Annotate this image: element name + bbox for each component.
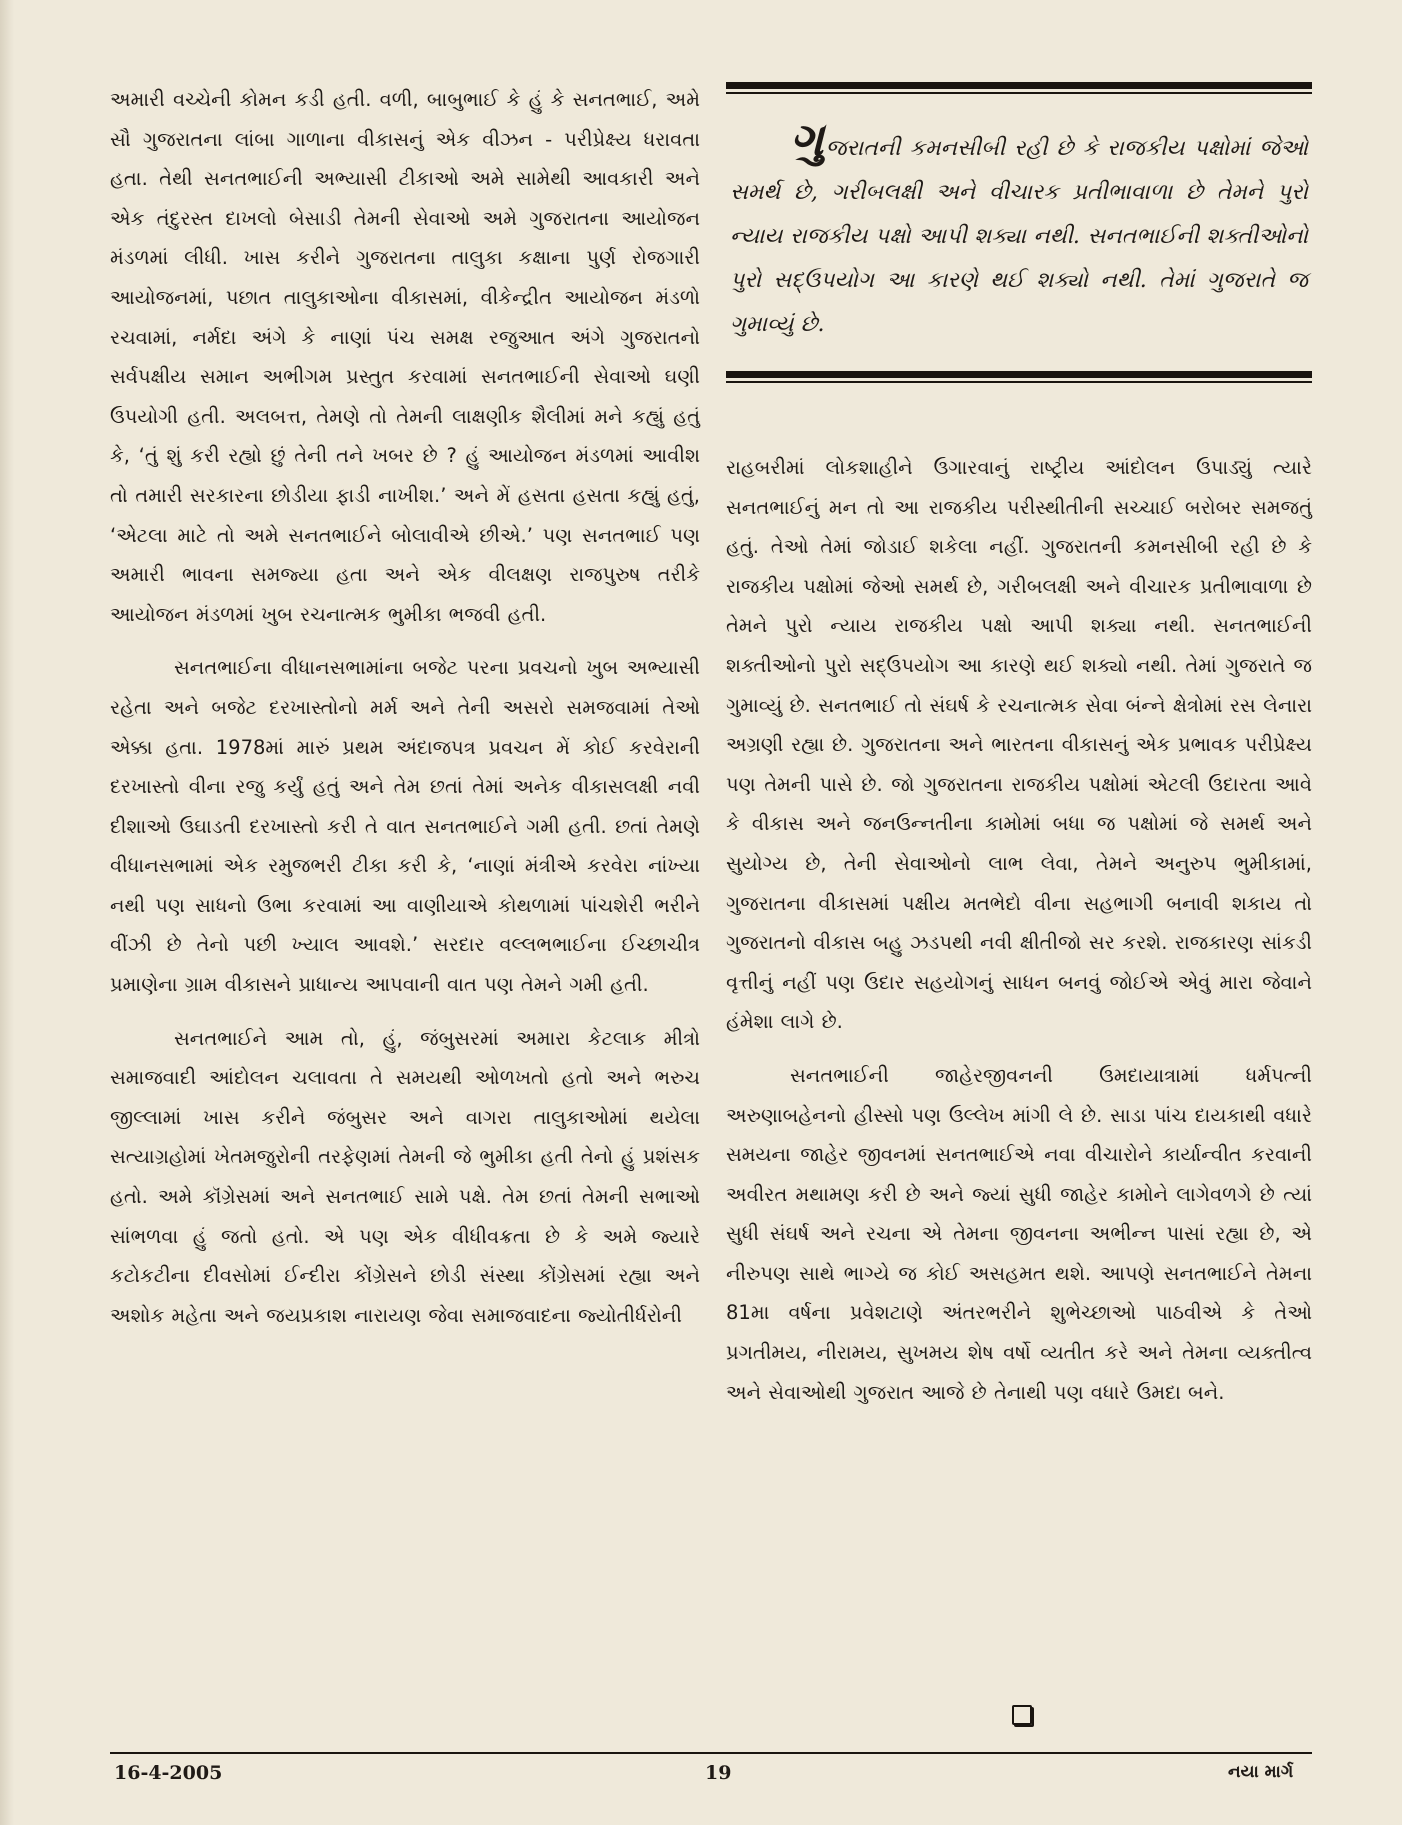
- left-paragraph-3: સનતભાઈને આમ તો, હું, જંબુસરમાં અમારા કેટલાક મીત્રો સમાજવાદી આંદોલન ચલાવતા તે સમયથી ઓળખતો હતો અને ભરુચ જીલ્લામાં ખાસ કરીને જંબુસર અને વાગરા તાલુકાઓમાં થયેલા સત્યાગ્રહોમાં ખેતમજુરોની તરફેણમાં તેમની જે ભુમીકા હતી તેનો હું પ્રશંસક હતો. અમે કૉંગ્રેસમાં અને સનતભાઈ સામે પક્ષે. તેમ છતાં તેમની સભાઓ સાંભળવા હું જતો હતો. એ પણ એક વીધીવક્રતા છે કે અમે જ્યારે કટોકટીના દીવસોમાં ઈન્દીરા કોંગ્રેસને છોડી સંસ્થા કોંગ્રેસમાં રહ્યા અને અશોક મહેતા અને જયપ્રકાશ નારાયણ જેવા સમાજવાદના જ્યોતીર્ધરોની: [110, 1026, 700, 1327]
- footer-magazine-name: નયા માર્ગ: [1228, 1762, 1294, 1782]
- pull-quote-bottom-rule: [726, 371, 1312, 378]
- footer-date: 16-4-2005: [114, 1762, 223, 1784]
- pull-quote-drop-cap: ગુ: [790, 112, 824, 166]
- footer-rule: [110, 1752, 1312, 1754]
- end-of-article-box-icon: [1012, 1705, 1032, 1725]
- right-paragraph-1: રાહબરીમાં લોકશાહીને ઉગારવાનું રાષ્ટ્રીય આંદોલન ઉપાડ્યું ત્યારે સનતભાઈનું મન તો આ રાજકીય પરીસ્થીતીની સચ્ચાઈ બરોબર સમજતું હતું. તેઓ તેમાં જોડાઈ શકેલા નહીં. ગુજરાતની કમનસીબી રહી છે કે રાજકીય પક્ષોમાં જેઓ સમર્થ છે, ગરીબલક્ષી અને વીચારક પ્રતીભાવાળા છે તેમને પુરો ન્યાય રાજકીય પક્ષો આપી શક્યા નથી. સનતભાઈની શક્તીઓનો પુરો સદ્ઉપયોગ આ કારણે થઈ શક્યો નથી. તેમાં ગુજરાતે જ ગુમાવ્યું છે. સનતભાઈ તો સંઘર્ષ કે રચનાત્મક સેવા બંન્ને ક્ષેત્રોમાં રસ લેનારા અગ્રણી રહ્યા છે. ગુજરાતના અને ભારતના વીકાસનું એક પ્રભાવક પરીપ્રેક્ષ્ય પણ તેમની પાસે છે. જો ગુજરાતના રાજકીય પક્ષોમાં એટલી ઉદારતા આવે કે વીકાસ અને જનઉન્નતીના કામોમાં બધા જ પક્ષોમાં જે સમર્થ અને સુયોગ્ય છે, તેની સેવાઓનો લાભ લેવા, તેમને અનુરુપ ભુમીકામાં, ગુજરાતના વીકાસમાં પક્ષીય મતભેદો વીના સહભાગી બનાવી શકાય તો ગુજરાતનો વીકાસ બહુ ઝડપથી નવી ક્ષીતીજો સર કરશે. રાજકારણ સાંકડી વૃત્તીનું નહીં પણ ઉદાર સહયોગનું સાધન બનવું જોઈએ એવું મારા જેવાને હંમેશા લાગે છે.: [726, 456, 1312, 1034]
- page-edge: [0, 0, 14, 1825]
- pull-quote-body: જરાતની કમનસીબી રહી છે કે રાજકીય પક્ષોમાં જેઓ સમર્થ છે, ગરીબલક્ષી અને વીચારક પ્રતીભાવાળા છે તેમને પુરો ન્યાય રાજકીય પક્ષો આપી શક્યા નથી. સનતભાઈની શક્તીઓનો પુરો સદ્ઉપયોગ આ કારણે થઈ શક્યો નથી. તેમાં ગુજરાતે જ ગુમાવ્યું છે.: [730, 136, 1308, 337]
- left-paragraph-1: અમારી વચ્ચેની કોમન કડી હતી. વળી, બાબુભાઈ કે હું કે સનતભાઈ, અમે સૌ ગુજરાતના લાંબા ગાળાના વીકાસનું એક વીઝન - પરીપ્રેક્ષ્ય ધરાવતા હતા. તેથી સનતભાઈની અભ્યાસી ટીકાઓ અમે સામેથી આવકારી અને એક તંદુરસ્ત દાખલો બેસાડી તેમની સેવાઓ અમે ગુજરાતના આયોજન મંડળમાં લીધી. ખાસ કરીને ગુજરાતના તાલુકા કક્ષાના પુર્ણ રોજગારી આયોજનમાં, પછાત તાલુકાઓના વીકાસમાં, વીકેન્દ્રીત આયોજન મંડળો રચવામાં, નર્મદા અંગે કે નાણાં પંચ સમક્ષ રજુઆત અંગે ગુજરાતનો સર્વપક્ષીય સમાન અભીગમ પ્રસ્તુત કરવામાં સનતભાઈની સેવાઓ ઘણી ઉપયોગી હતી. અલબત્ત, તેમણે તો તેમની લાક્ષણીક શૈલીમાં મને કહ્યું હતું કે, ‘તું શું કરી રહ્યો છું તેની તને ખબર છે ? હું આયોજન મંડળમાં આવીશ તો તમારી સરકારના છોડીયા ફાડી નાખીશ.’ અને મેં હસતા હસતા કહ્યું હતું, ‘એટલા માટે તો અમે સનતભાઈને બોલાવીએ છીએ.’ પણ સનતભાઈ પણ અમારી ભાવના સમજ્યા હતા અને એક વીલક્ષણ રાજપુરુષ તરીકે આયોજન મંડળમાં ખુબ રચનાત્મક ભુમીકા ભજવી હતી.: [110, 88, 700, 626]
- right-column: [726, 448, 1312, 1426]
- left-paragraph-2: સનતભાઈના વીધાનસભામાંના બજેટ પરના પ્રવચનો ખુબ અભ્યાસી રહેતા અને બજેટ દરખાસ્તોનો મર્મ અને તેની અસરો સમજવામાં તેઓ એક્કા હતા. 1978માં મારું પ્રથમ અંદાજપત્ર પ્રવચન મેં કોઈ કરવેરાની દરખાસ્તો વીના રજુ કર્યું હતું અને તેમ છતાં તેમાં અનેક વીકાસલક્ષી નવી દીશાઓ ઉઘાડતી દરખાસ્તો કરી તે વાત સનતભાઈને ગમી હતી. છતાં તેમણે વીધાનસભામાં એક રમુજભરી ટીકા કરી કે, ‘નાણાં મંત્રીએ કરવેરા નાંખ્યા નથી પણ સાધનો ઉભા કરવામાં આ વાણીયાએ કોથળામાં પાંચશેરી ભરીને વીંઝી છે તેનો પછી ખ્યાલ આવશે.’ સરદાર વલ્લભભાઈના ઈચ્છાચીત્ર પ્રમાણેના ગ્રામ વીકાસને પ્રાધાન્ય આપવાની વાત પણ તેમને ગમી હતી.: [110, 656, 700, 997]
- footer-page-number: 19: [705, 1762, 732, 1784]
- pull-quote-top-rule: [726, 82, 1312, 89]
- pull-quote-bottom-rule-thin: [726, 381, 1312, 383]
- pull-quote: [726, 82, 1312, 383]
- left-column: [110, 80, 700, 1349]
- right-paragraph-2: સનતભાઈની જાહેરજીવનની ઉમદાયાત્રામાં ધર્મપત્ની અરુણાબહેનનો હીસ્સો પણ ઉલ્લેખ માંગી લે છે. સાડા પાંચ દાયકાથી વધારે સમયના જાહેર જીવનમાં સનતભાઈએ નવા વીચારોને કાર્યાન્વીત કરવાની અવીરત મથામણ કરી છે અને જ્યાં સુધી જાહેર કામોને લાગેવળગે છે ત્યાં સુધી સંઘર્ષ અને રચના એ તેમના જીવનના અભીન્ન પાસાં રહ્યા છે, એ નીરુપણ સાથે ભાગ્યે જ કોઈ અસહમત થશે. આપણે સનતભાઈને તેમના 81મા વર્ષના પ્રવેશટાણે અંતરભરીને શુભેચ્છાઓ પાઠવીએ કે તેઓ પ્રગતીમય, નીરામય, સુખમય શેષ વર્ષો વ્યતીત કરે અને તેમના વ્યક્તીત્વ અને સેવાઓથી ગુજરાત આજે છે તેનાથી પણ વધારે ઉમદા બને.: [726, 1063, 1312, 1404]
- pull-quote-text: [726, 94, 1312, 359]
